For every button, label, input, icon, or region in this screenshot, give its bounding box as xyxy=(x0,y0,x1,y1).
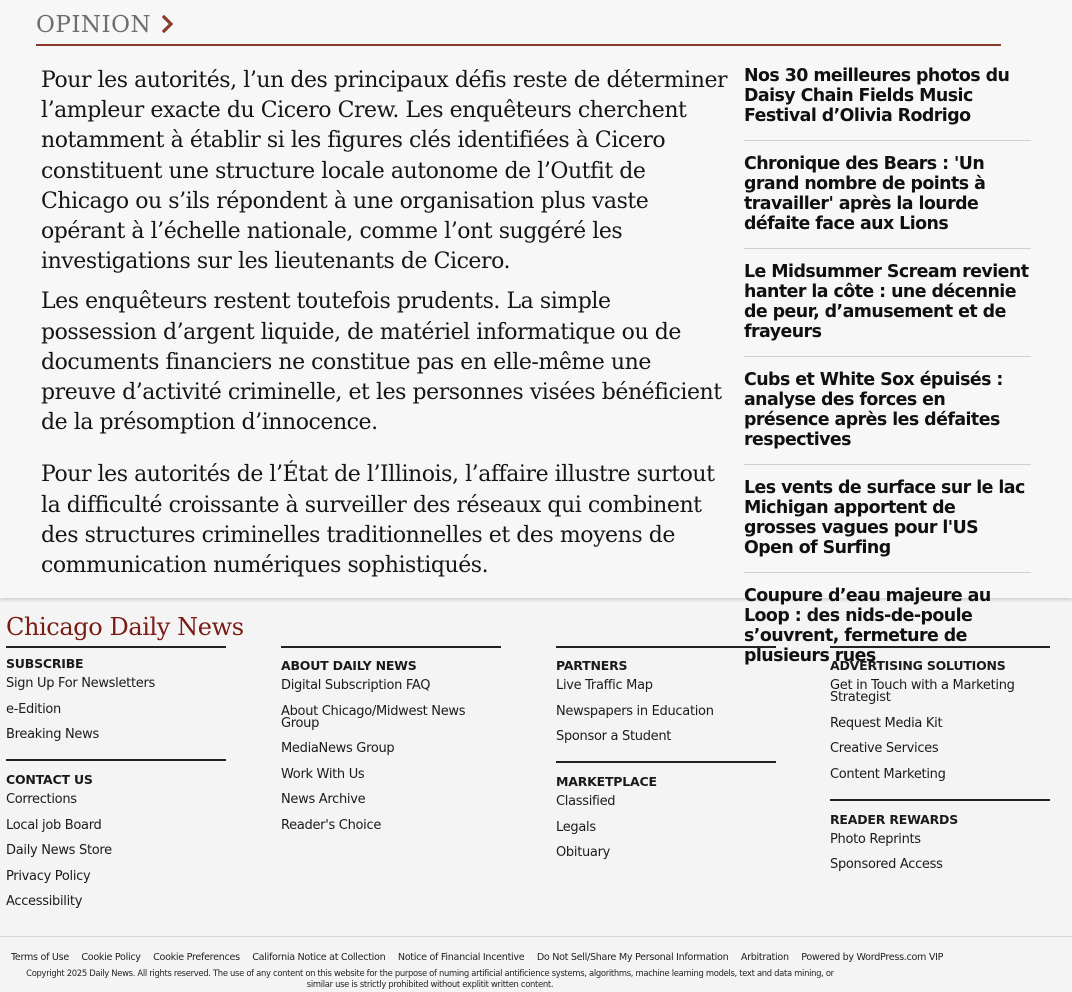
footer-link[interactable]: About Chicago/Midwest News Group xyxy=(281,703,466,731)
footer-link[interactable]: Obituary xyxy=(556,845,611,860)
footer-column-1 xyxy=(6,652,226,926)
footer-brand-logo[interactable]: Chicago Daily News xyxy=(6,610,226,648)
related-link[interactable]: Coupure d’eau majeure au Loop : des nids-de-poule s’ouvrent, fermeture de plusieurs rues xyxy=(744,586,991,666)
legal-link[interactable]: Arbitration xyxy=(740,952,789,963)
footer-group-about xyxy=(281,646,501,832)
footer-link[interactable]: Newspapers in Education xyxy=(556,703,714,719)
footer-link[interactable]: Sponsor a Student xyxy=(556,729,672,744)
related-link[interactable]: Le Midsummer Scream revient hanter la côte : une décennie de peur, d’amusement et de frayeurs xyxy=(744,262,1029,342)
related-link[interactable]: Nos 30 meilleures photos du Daisy Chain Fields Music Festival d’Olivia Rodrigo xyxy=(744,66,1010,126)
footer-heading: CONTACT US xyxy=(6,772,93,787)
legal-link[interactable]: Powered by WordPress.com VIP xyxy=(801,952,944,963)
related-item xyxy=(744,478,1031,573)
footer-link[interactable]: Accessibility xyxy=(6,894,83,909)
legal-link[interactable]: Do Not Sell/Share My Personal Information xyxy=(536,952,729,963)
footer-link[interactable]: Corrections xyxy=(6,792,77,807)
footer-link[interactable]: Classified xyxy=(556,794,616,809)
legal-link[interactable]: Notice of Financial Incentive xyxy=(397,952,525,963)
section-title-opinion[interactable]: OPINION xyxy=(36,12,152,38)
footer-link[interactable]: Digital Subscription FAQ xyxy=(281,678,431,693)
article-paragraph: Pour les autorités de l’État de l’Illinois, l’affaire illustre surtout la difficulté croissante à surveiller des réseaux qui combinent des structures criminelles traditionnelles et des moyens de communication numériques sophistiqués. xyxy=(41,462,715,579)
article-paragraph: Pour les autorités, l’un des principaux défis reste de déterminer l’ampleur exacte du Cicero Crew. Les enquêteurs cherchent notamment à établir si les figures clés identifiées à Cicero constituent une structure locale autonome de l’Outfit de Chicago ou s’ils répondent à une organisation plus vaste opérant à l’échelle nationale, comme l’ont suggéré les investigations sur les lieutenants de Cicero. xyxy=(41,68,728,275)
footer-group-partners xyxy=(556,646,776,743)
footer-link[interactable]: Legals xyxy=(556,819,596,835)
footer-link[interactable]: Photo Reprints xyxy=(830,831,921,847)
footer-link[interactable]: Sponsored Access xyxy=(830,857,943,872)
footer-column-4 xyxy=(830,646,1050,889)
footer-link[interactable]: MediaNews Group xyxy=(281,741,395,756)
footer-heading: ABOUT DAILY NEWS xyxy=(281,658,417,673)
copyright-notice: Copyright 2025 Daily News. All rights reserved. The use of any content on this website for the purpose of numing artificial antificience systems, algorithms, machine learning models, text and data mining, or similar use is strictly prohibited without explitit written content. xyxy=(26,968,834,989)
article-body xyxy=(41,66,731,581)
footer-link[interactable]: Daily News Store xyxy=(6,843,112,858)
related-item xyxy=(744,370,1031,465)
footer-link[interactable]: e-Edition xyxy=(6,701,61,717)
legal-link[interactable]: Cookie Preferences xyxy=(153,952,240,963)
footer-column-3 xyxy=(556,646,776,877)
related-link[interactable]: Chronique des Bears : 'Un grand nombre de points à travailler' après la lourde défaite face aux Lions xyxy=(744,154,986,234)
footer-link[interactable]: Live Traffic Map xyxy=(556,678,653,693)
footer-link[interactable]: Request Media Kit xyxy=(830,715,943,731)
article-paragraph: Les enquêteurs restent toutefois prudents. La simple possession d’argent liquide, de matériel informatique ou de documents financiers ne constitue pas en elle-même une preuve d’activité criminelle, et les personnes visées bénéficient de la présomption d’innocence. xyxy=(41,289,722,436)
footer-group-contact xyxy=(6,759,226,908)
footer-heading: ADVERTISING SOLUTIONS xyxy=(830,658,1006,673)
footer-link[interactable]: News Archive xyxy=(281,792,366,807)
footer-group-rewards xyxy=(830,799,1050,872)
footer-heading: READER REWARDS xyxy=(830,811,958,827)
footer-link[interactable]: Get in Touch with a Marketing Strategist xyxy=(830,678,1015,705)
footer-link[interactable]: Sign Up For Newsletters xyxy=(6,676,155,691)
chevron-right-icon[interactable] xyxy=(162,15,174,38)
footer-heading: MARKETPLACE xyxy=(556,774,657,789)
site-footer xyxy=(0,598,1072,992)
related-link[interactable]: Cubs et White Sox épuisés : analyse des forces en présence après les défaites respectives xyxy=(744,370,1003,450)
footer-link[interactable]: Breaking News xyxy=(6,727,99,742)
legal-bar xyxy=(0,936,1072,989)
legal-links xyxy=(11,947,951,965)
footer-link[interactable]: Work With Us xyxy=(281,766,365,782)
footer-link[interactable]: Reader's Choice xyxy=(281,817,382,833)
related-link[interactable]: Les vents de surface sur le lac Michigan apportent de grosses vagues pour l'US Open of Surfing xyxy=(744,478,1025,558)
footer-link[interactable]: Creative Services xyxy=(830,741,939,756)
footer-heading: PARTNERS xyxy=(556,658,628,673)
related-item xyxy=(744,262,1031,357)
footer-heading: SUBSCRIBE xyxy=(6,656,84,671)
footer-group-marketplace xyxy=(556,761,776,859)
legal-link[interactable]: California Notice at Collection xyxy=(252,952,386,963)
footer-link[interactable]: Local job Board xyxy=(6,817,102,833)
related-item xyxy=(744,154,1031,249)
footer-link[interactable]: Privacy Policy xyxy=(6,868,91,884)
footer-column-2 xyxy=(281,646,501,850)
legal-link[interactable]: Cookie Policy xyxy=(81,952,141,963)
footer-link[interactable]: Content Marketing xyxy=(830,766,946,782)
legal-link[interactable]: Terms of Use xyxy=(11,952,69,963)
related-item xyxy=(744,66,1031,141)
footer-group-subscribe xyxy=(6,652,226,741)
section-header xyxy=(36,8,1001,46)
footer-group-advertising xyxy=(830,646,1050,781)
